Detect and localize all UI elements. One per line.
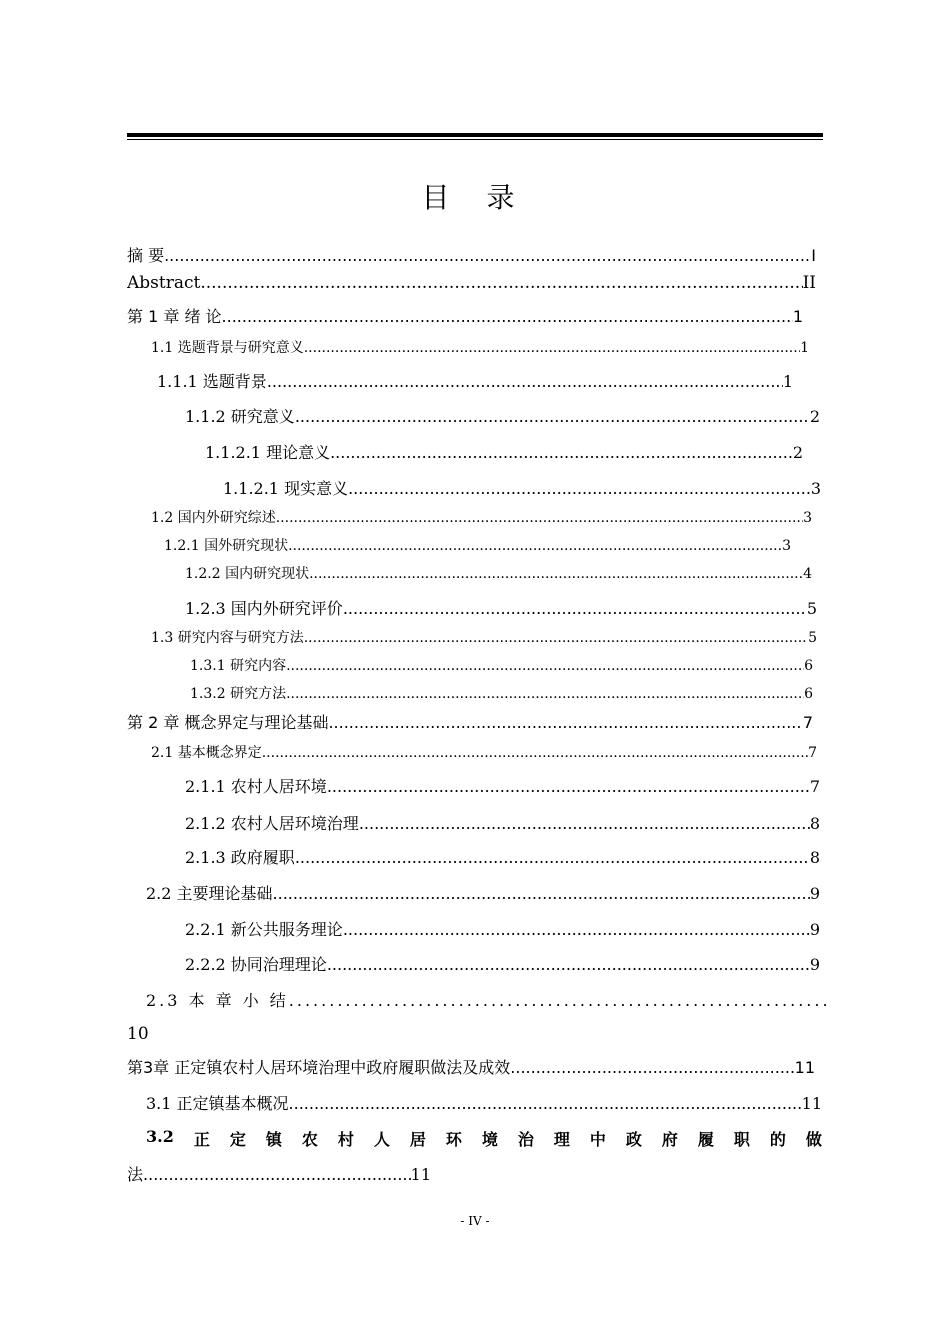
toc-entry[interactable]: 1.1 选题背景与研究意义 ..... 1	[151, 337, 809, 357]
toc-entry[interactable]: 1.2.1 国外研究现状 ..... 3	[164, 535, 791, 555]
toc-entry[interactable]: 2.1 基本概念界定 ..... 7	[151, 742, 817, 762]
leader-dots	[328, 713, 802, 732]
leader-dots	[262, 745, 808, 761]
toc-entry[interactable]: 第3章 正定镇农村人居环境治理中政府履职做法及成效 ..... 11	[127, 1055, 815, 1078]
leader-dots	[276, 510, 803, 526]
leader-dots	[304, 340, 800, 356]
toc-entry[interactable]: 第 2 章 概念界定与理论基础 ..... 7	[127, 710, 813, 733]
leader-dots	[200, 273, 802, 293]
leader-dots	[359, 814, 810, 833]
page-footer: - IV -	[460, 1214, 490, 1228]
page-title: 目 录	[421, 181, 529, 214]
toc-entry[interactable]: 2.1.2 农村人居环境治理 ..... 8	[185, 811, 820, 834]
toc-entry[interactable]: 1.3.2 研究方法 ..... 6	[190, 683, 813, 703]
leader-dots	[327, 777, 810, 796]
leader-dots	[288, 538, 782, 554]
toc-entry[interactable]: Abstract ..... II	[127, 273, 816, 293]
toc-entry-continuation[interactable]: 法 ..... 11	[127, 1162, 431, 1185]
leader-dots	[286, 658, 804, 674]
leader-dots	[343, 599, 807, 618]
toc-entry[interactable]: 1.2.3 国内外研究评价 ..... 5	[185, 596, 817, 619]
toc-entry[interactable]: 2.2.1 新公共服务理论 ..... 9	[185, 917, 820, 940]
toc-entry[interactable]: 2.1.3 政府履职 ..... 8	[185, 845, 820, 868]
leader-dots	[273, 884, 810, 903]
leader-dots	[348, 479, 811, 498]
toc-entry[interactable]: 2.2 主要理论基础 ..... 9	[146, 881, 820, 904]
leader-dots	[330, 443, 793, 462]
toc-entry[interactable]: 第 1 章 绪 论 ..... 1	[127, 304, 803, 327]
toc-entry[interactable]: 1.2.2 国内研究现状 ..... 4	[185, 563, 812, 583]
toc-entry[interactable]: 2.3 本 章 小 结 .....	[146, 988, 828, 1011]
toc-entry[interactable]: 1.1.2.1 理论意义 ..... 2	[205, 440, 803, 463]
leader-dots	[327, 955, 810, 974]
header-rule-thin	[127, 139, 823, 140]
leader-dots	[289, 1094, 802, 1113]
leader-dots	[286, 686, 804, 702]
toc-entry[interactable]: 1.1.1 选题背景 ..... 1	[157, 369, 793, 392]
leader-dots	[164, 246, 811, 265]
leader-dots	[295, 848, 810, 867]
header-rule-thick	[127, 133, 823, 137]
toc-entry[interactable]: 2.2.2 协同治理理论 ..... 9	[185, 952, 820, 975]
leader-dots	[510, 1058, 794, 1077]
leader-dots	[222, 307, 793, 326]
toc-entry[interactable]: 1.3.1 研究内容 ..... 6	[190, 655, 813, 675]
toc-entry[interactable]: 1.2 国内外研究综述 ..... 3	[151, 507, 812, 527]
toc-entry[interactable]: 1.1.2 研究意义 ..... 2	[185, 404, 820, 427]
leader-dots	[289, 991, 828, 1010]
leader-dots	[143, 1165, 411, 1184]
toc-entry[interactable]: 2.1.1 农村人居环境 ..... 7	[185, 774, 820, 797]
toc-entry[interactable]: 摘 要 ..... I	[127, 243, 816, 266]
toc-entry[interactable]: 1.3 研究内容与研究方法 ..... 5	[151, 627, 817, 647]
leader-dots	[343, 920, 810, 939]
leader-dots	[309, 566, 803, 582]
toc-entry-page-wrapped: 10	[127, 1024, 149, 1044]
toc-entry[interactable]: 3.1 正定镇基本概况 ..... 11	[146, 1091, 822, 1114]
leader-dots	[304, 630, 808, 646]
leader-dots	[267, 372, 783, 391]
toc-entry[interactable]: 1.1.2.1 现实意义 ..... 3	[223, 476, 821, 499]
toc-entry-justified[interactable]: 3.2 正 定 镇 农 村 人 居 环 境 治 理 中 政 府 履 职 的 做	[146, 1127, 822, 1149]
leader-dots	[295, 407, 810, 426]
